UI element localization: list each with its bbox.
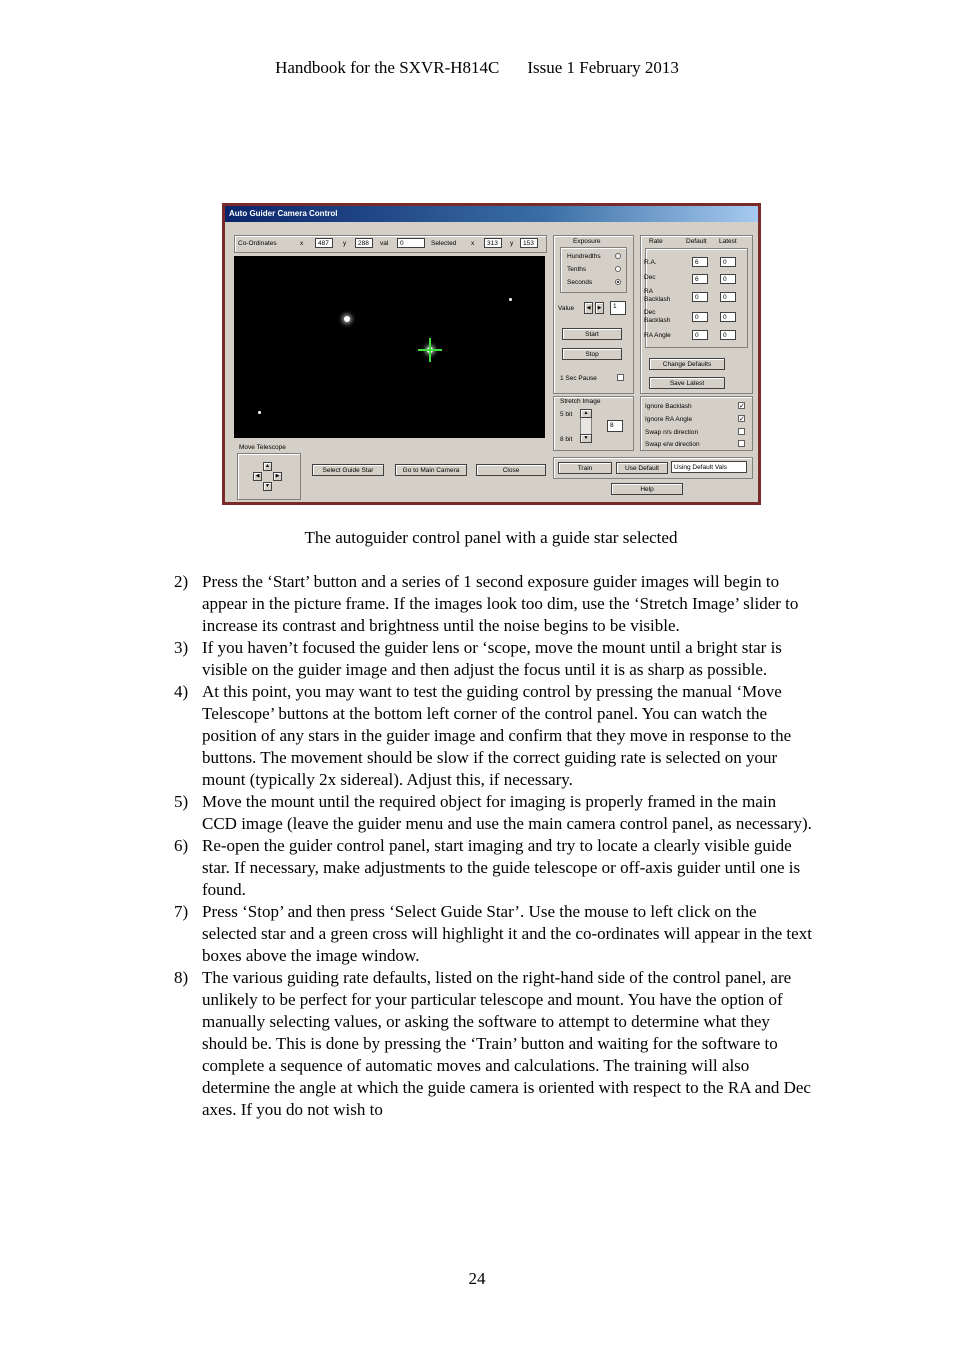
swap-ew-checkbox[interactable]: [738, 440, 745, 447]
stretch-5bit-label: 5 bit: [560, 411, 573, 418]
running-header: [0, 58, 954, 78]
selected-x-label: x: [471, 240, 475, 247]
select-guide-star-button[interactable]: Select Guide Star: [312, 464, 384, 476]
value-field[interactable]: 1: [610, 301, 626, 315]
header-title: Handbook for the SXVR-H814C: [275, 58, 500, 77]
list-item: [174, 571, 814, 637]
list-item: [174, 637, 814, 681]
value-up-button[interactable]: ▶: [595, 302, 604, 314]
autoguider-screenshot: [222, 203, 761, 505]
move-east-button[interactable]: ◀: [253, 472, 262, 481]
list-item-number: 5): [174, 792, 189, 811]
selected-label: Selected: [431, 240, 457, 247]
go-to-main-camera-button[interactable]: Go to Main Camera: [395, 464, 467, 476]
list-item-text: At this point, you may want to test the guiding control by pressing the manual ‘Move Telescope’ buttons at the bottom left corner of the control panel. You can watch the position of any stars in the guider image and confirm that they move in response to the buttons. The movement should be slow if the correct guiding rate is selected on your mount (typically 2x sidereal). Adjust this, if necessary.: [202, 682, 792, 789]
rate-dec-backlash-latest[interactable]: 0: [720, 312, 736, 322]
ignore-ra-angle-label: Ignore RA Angle: [645, 416, 692, 423]
rate-dec-label: Dec: [644, 274, 656, 281]
value-label: Value: [558, 305, 575, 312]
rate-latest-header: Latest: [719, 238, 737, 245]
pause-label: 1 Sec Pause: [560, 375, 597, 382]
list-item-number: 3): [174, 638, 189, 657]
stretch-8bit-label: 8 bit: [560, 436, 573, 443]
rate-ra-latest[interactable]: 0: [720, 257, 736, 267]
ignore-backlash-label: Ignore Backlash: [645, 403, 692, 410]
list-item-text: Press the ‘Start’ button and a series of 1 second exposure guider images will begin to appear in the picture frame. If the images look too dim, use the ‘Stretch Image’ slider to increase its contrast and brightness until the noise begins to be visible.: [202, 572, 799, 635]
rate-dec-backlash-default[interactable]: 0: [692, 312, 708, 322]
x-label: x: [300, 240, 304, 247]
list-item-number: 7): [174, 902, 189, 921]
stretch-down-button[interactable]: ▼: [580, 434, 592, 443]
tenths-radio[interactable]: [615, 266, 621, 272]
close-button[interactable]: Close: [476, 464, 546, 476]
list-item: [174, 901, 814, 967]
seconds-radio[interactable]: [615, 279, 621, 285]
swap-ns-checkbox[interactable]: [738, 428, 745, 435]
use-default-button[interactable]: Use Default: [616, 462, 668, 474]
list-item: [174, 835, 814, 901]
rate-dec-latest[interactable]: 0: [720, 274, 736, 284]
star: [258, 411, 261, 414]
exposure-title: Exposure: [573, 238, 601, 245]
move-west-button[interactable]: ▶: [273, 472, 282, 481]
y-label: y: [343, 240, 347, 247]
list-item-number: 6): [174, 836, 189, 855]
list-item-text: Move the mount until the required object for imaging is properly framed in the main CCD image (leave the guider menu and use the main camera control panel, as necessary).: [202, 792, 812, 833]
rate-ra-backlash-label: RA Backlash: [644, 288, 671, 303]
val-label: val: [380, 240, 389, 247]
selected-y-field[interactable]: 153: [520, 238, 538, 248]
stop-button[interactable]: Stop: [562, 348, 622, 360]
rate-ra-backlash-default[interactable]: 0: [692, 292, 708, 302]
star: [509, 298, 512, 301]
value-down-button[interactable]: ◀: [584, 302, 593, 314]
stretch-value-field[interactable]: 8: [607, 420, 623, 432]
rate-dec-default[interactable]: 6: [692, 274, 708, 284]
x-field[interactable]: 487: [315, 238, 333, 248]
ignore-ra-angle-checkbox[interactable]: ✓: [739, 415, 745, 423]
guider-image[interactable]: [234, 256, 545, 438]
change-defaults-button[interactable]: Change Defaults: [649, 358, 725, 370]
list-item: [174, 791, 814, 835]
list-item-text: Press ‘Stop’ and then press ‘Select Guide Star’. Use the mouse to left click on the selected star and a green cross will highlight it and the co-ordinates will appear in the text boxes above the image window.: [202, 902, 812, 965]
rate-ra-angle-latest[interactable]: 0: [720, 330, 736, 340]
val-field[interactable]: 0: [397, 238, 425, 248]
list-item: [174, 681, 814, 791]
window-title: Auto Guider Camera Control: [225, 206, 758, 222]
swap-ew-label: Swap e/w direction: [645, 441, 700, 448]
hundredths-radio[interactable]: [615, 253, 621, 259]
rate-dec-backlash-label: Dec Backlash: [644, 309, 671, 324]
list-item-text: If you haven’t focused the guider lens or ‘scope, move the mount until a bright star is visible on the guider image and then adjust the focus until it is as sharp as possible.: [202, 638, 782, 679]
ignore-backlash-checkbox[interactable]: ✓: [739, 402, 745, 410]
tenths-label: Tenths: [567, 266, 587, 273]
selected-x-field[interactable]: 313: [484, 238, 502, 248]
list-item-number: 2): [174, 572, 189, 591]
pause-checkbox[interactable]: [617, 374, 624, 381]
move-telescope-panel: [237, 453, 301, 500]
y-field[interactable]: 288: [355, 238, 373, 248]
guide-cross-icon: [418, 349, 442, 351]
hundredths-label: Hundredths: [567, 253, 601, 260]
rate-default-header: Default: [686, 238, 707, 245]
move-south-button[interactable]: ▼: [263, 482, 272, 491]
help-button[interactable]: Help: [611, 483, 683, 495]
training-status-field: Using Default Vals: [671, 461, 747, 473]
move-telescope-label: Move Telescope: [239, 444, 286, 451]
swap-ns-label: Swap n/s direction: [645, 429, 699, 436]
page-number: 24: [468, 1269, 486, 1288]
train-button[interactable]: Train: [558, 462, 612, 474]
rate-ra-angle-default[interactable]: 0: [692, 330, 708, 340]
stretch-title: Stretch Image: [560, 398, 601, 405]
rate-ra-backlash-latest[interactable]: 0: [720, 292, 736, 302]
selected-y-label: y: [510, 240, 514, 247]
list-item-text: Re-open the guider control panel, start imaging and try to locate a clearly visible guide star. If necessary, make adjustments to the guide telescope or off-axis guider until one is found.: [202, 836, 801, 899]
figure-caption: The autoguider control panel with a guide star selected: [304, 528, 678, 547]
star: [344, 316, 350, 322]
instruction-list: [174, 571, 814, 1121]
list-item-text: The various guiding rate defaults, listed on the right-hand side of the control panel, are unlikely to be perfect for your particular telescope and mount. You have the option of manually selecting values, or asking the software to attempt to determine what they should be. This is done by pressing the ‘Train’ button and waiting for the software to complete a sequence of automatic moves and calculations. The training will also determine the angle at which the guide camera is oriented with respect to the RA and Dec axes. If you do not wish to: [202, 968, 811, 1119]
stretch-up-button[interactable]: ▲: [580, 409, 592, 418]
move-north-button[interactable]: ▲: [263, 462, 272, 471]
header-issue: Issue 1 February 2013: [527, 58, 679, 77]
rate-ra-default[interactable]: 6: [692, 257, 708, 267]
list-item: [174, 967, 814, 1121]
rate-ra-label: R.A.: [644, 259, 657, 266]
rate-title: Rate: [649, 238, 663, 245]
seconds-label: Seconds: [567, 279, 593, 286]
coordinates-label: Co-Ordinates: [238, 240, 277, 247]
list-item-number: 4): [174, 682, 189, 701]
start-button[interactable]: Start: [562, 328, 622, 340]
rate-ra-angle-label: RA Angle: [644, 332, 671, 339]
save-latest-button[interactable]: Save Latest: [649, 377, 725, 389]
list-item-number: 8): [174, 968, 189, 987]
